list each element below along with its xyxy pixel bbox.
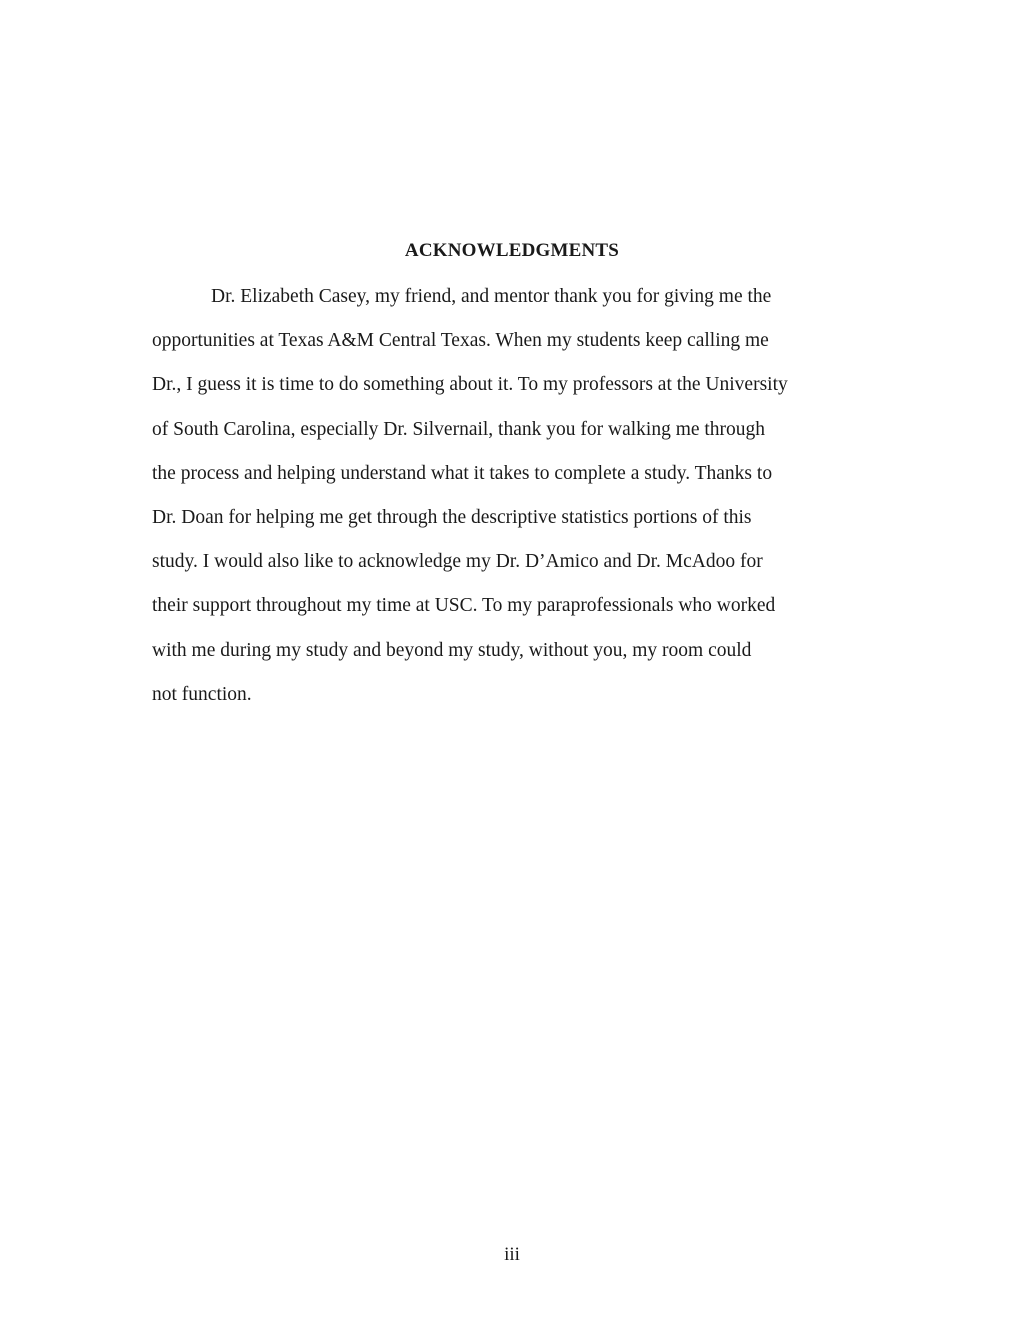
page-title: ACKNOWLEDGMENTS <box>404 240 620 261</box>
paragraph-line: Dr., I guess it is time to do something about it. To my professors at the University <box>152 374 788 396</box>
paragraph-line: opportunities at Texas A&M Central Texas. When my students keep calling me <box>152 330 769 352</box>
acknowledgments-paragraph <box>152 283 882 725</box>
paragraph-line: study. I would also like to acknowledge my Dr. D’Amico and Dr. McAdoo for <box>152 551 763 573</box>
page-number: iii <box>504 1244 520 1265</box>
paragraph-line: the process and helping understand what it takes to complete a study. Thanks to <box>152 462 773 484</box>
paragraph-line: of South Carolina, especially Dr. Silvernail, thank you for walking me through <box>152 418 766 440</box>
paragraph-line: Dr. Elizabeth Casey, my friend, and mentor thank you for giving me the <box>211 286 772 307</box>
paragraph-line: Dr. Doan for helping me get through the descriptive statistics portions of this <box>152 506 752 528</box>
paragraph-line: with me during my study and beyond my study, without you, my room could <box>152 639 752 661</box>
paragraph-line: their support throughout my time at USC. To my paraprofessionals who worked <box>152 595 776 617</box>
paragraph-line: not function. <box>152 683 252 705</box>
